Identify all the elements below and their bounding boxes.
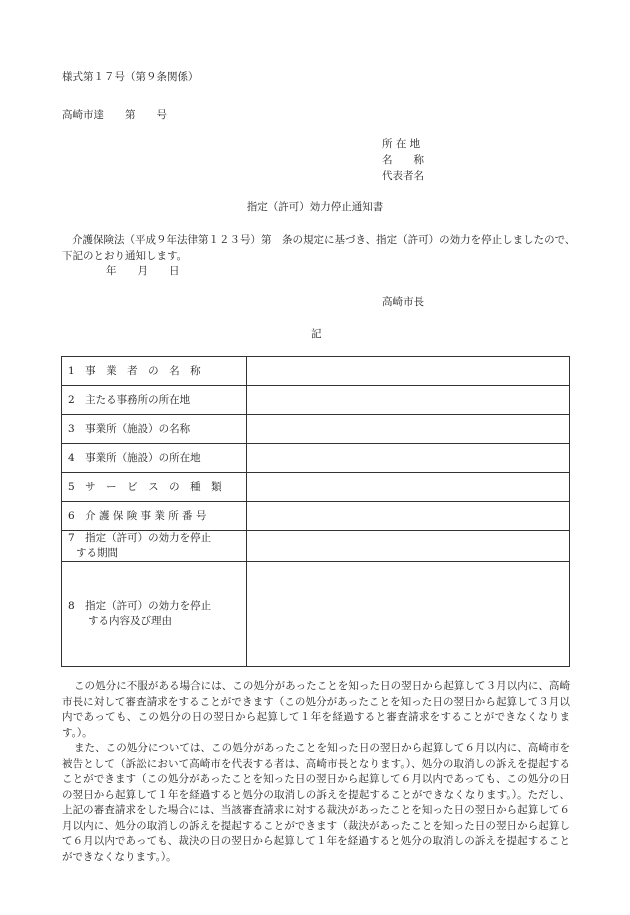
table-row [62, 444, 570, 473]
intro-paragraph [62, 233, 582, 264]
table-row [62, 473, 570, 502]
intro-text: 介護保険法（平成９年法律第１２３号）第 条の規定に基づき、指定（許可）の効力を停止しましたので、下記のとおり通知します。 [62, 234, 576, 262]
row-label [62, 357, 247, 386]
row-label-line1: 8 指定（許可）の効力を停止 [68, 600, 212, 612]
table-row [62, 531, 570, 562]
row-value [247, 502, 570, 531]
row-value [247, 357, 570, 386]
row-label-text: 6 介 護 保 険 事 業 所 番 号 [68, 509, 207, 522]
table-row [62, 386, 570, 415]
row-label-line2: する内容及び理由 [88, 615, 172, 627]
addressee-name: 名 称 [382, 154, 424, 166]
row-label [62, 562, 247, 667]
row-value [247, 531, 570, 562]
row-label-line2: する期間 [76, 547, 118, 559]
notice-paragraph-1: この処分に不服がある場合には、この処分があったことを知った日の翌日から起算して３月以内に、高崎市長に対して審査請求をすることができます（この処分があったことを知った日の翌日から起算して３月以内であっても、この処分の日の翌日から起算して１年を経過すると審査請求をすることができなくなります。）。 [62, 680, 570, 739]
table-row [62, 415, 570, 444]
row-label-line1: 7 指定（許可）の効力を停止 [68, 532, 212, 544]
sender-title: 高崎市長 [382, 296, 424, 308]
row-label-text: 3 事業所（施設）の名称 [68, 422, 191, 435]
reference-number: 高崎市達 第 号 [62, 109, 167, 121]
addressee-location: 所 在 地 [382, 138, 421, 150]
row-label [62, 444, 247, 473]
table-row [62, 562, 570, 667]
row-label [62, 386, 247, 415]
row-label [62, 415, 247, 444]
details-table [61, 356, 570, 667]
table-row [62, 357, 570, 386]
row-value [247, 415, 570, 444]
row-label [62, 531, 247, 562]
notice-section [62, 679, 570, 865]
row-value [247, 444, 570, 473]
row-value [247, 562, 570, 667]
row-label-text: 5 サ ー ビ ス の 種 類 [68, 480, 222, 493]
row-value [247, 473, 570, 502]
row-label [62, 473, 247, 502]
row-label-text: 4 事業所（施設）の所在地 [68, 451, 201, 464]
date-line: 年 月 日 [106, 265, 180, 277]
table-row [62, 502, 570, 531]
row-label-text: 2 主たる事務所の所在地 [68, 393, 191, 406]
addressee-representative: 代表者名 [382, 170, 424, 182]
row-label-text: 1 事 業 者 の 名 称 [68, 364, 201, 377]
row-value [247, 386, 570, 415]
ki-heading: 記 [311, 328, 322, 340]
row-label [62, 502, 247, 531]
addressee-block [382, 136, 424, 184]
document-title: 指定（許可）効力停止通知書 [246, 201, 384, 213]
notice-paragraph-2: また、この処分については、この処分があったことを知った日の翌日から起算して６月以内に、高崎市を被告として（訴訟において高崎市を代表する者は、高崎市長となります。）、処分の取消しの訴えを提起することができます（この処分があったことを知った日の翌日から起算して６月以内であっても、この処分の日の翌日から起算して１年を経過すると処分の取消しの訴えを提起することができなくなります。）。ただし、上記の審査請求をした場合には、当該審査請求に対する裁決があったことを知った日の翌日から起算して６月以内に、処分の取消しの訴えを提起することができます（裁決があったことを知った日の翌日から起算して６月以内であっても、裁決の日の翌日から起算して１年を経過すると処分の取消しの訴えを提起することができなくなります。）。 [62, 742, 570, 863]
form-number: 様式第１７号（第９条関係） [62, 71, 199, 83]
